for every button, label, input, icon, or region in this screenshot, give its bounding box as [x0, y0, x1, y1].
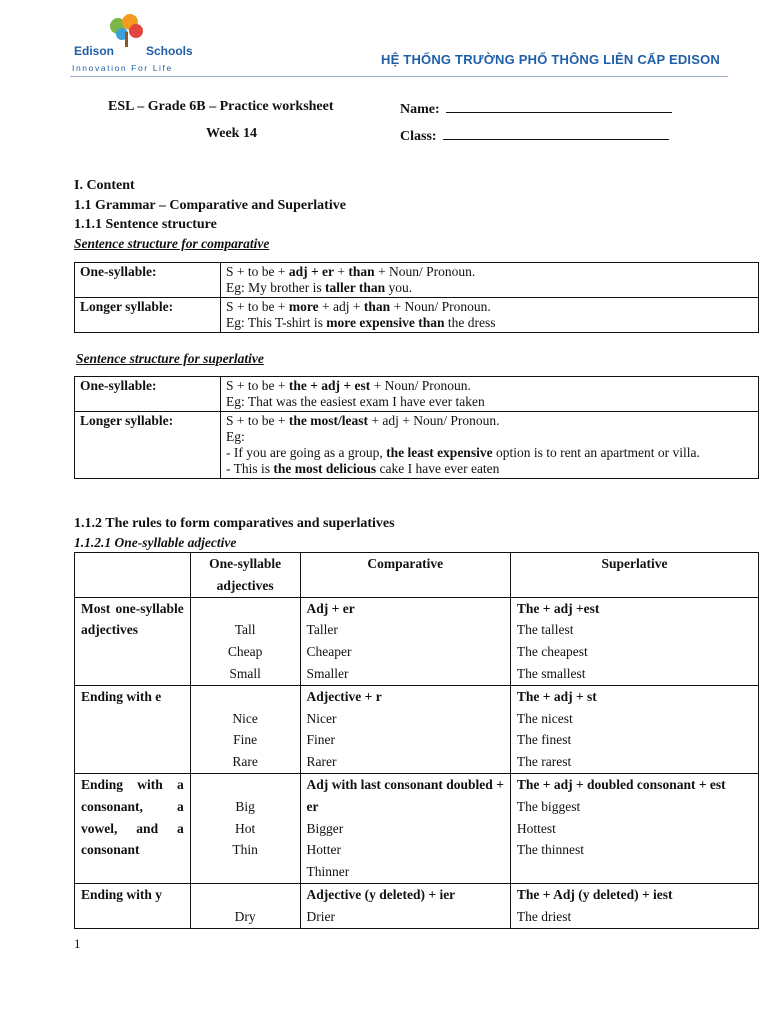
name-field[interactable]: [400, 99, 672, 118]
school-name: HỆ THỐNG TRƯỜNG PHỔ THÔNG LIÊN CẤP EDISON: [381, 52, 720, 67]
superlative-table: [74, 376, 759, 479]
rules-table: [74, 552, 759, 929]
row-content: [221, 412, 759, 479]
table-row: [75, 685, 759, 773]
eg-label: Eg:: [226, 429, 245, 444]
section-one-syllable: 1.1.2.1 One-syllable adjective: [74, 535, 237, 550]
formula: S + to be + more + adj + than + Noun/ Pronoun.: [226, 299, 491, 314]
adjectives-cell: Big Hot Thin: [190, 773, 300, 883]
group-label: Most one-syllable adjectives: [75, 597, 191, 685]
header-cell: Superlative: [510, 553, 758, 598]
row-content: [221, 263, 759, 298]
section-rules: 1.1.2 The rules to form comparatives and superlatives: [74, 516, 395, 531]
example: - If you are going as a group, the least expensive option is to rent an apartment or villa.: [226, 445, 700, 460]
logo-text-left: Edison: [74, 44, 115, 58]
superlative-cell: The + adj +est The tallest The cheapest The smallest: [510, 597, 758, 685]
section-content: I. Content: [74, 178, 135, 193]
name-label: Name:: [400, 102, 440, 117]
adjectives-cell: Dry: [190, 883, 300, 928]
superlative-cell: The + adj + doubled consonant + est The biggest Hottest The thinnest: [510, 773, 758, 883]
header-cell: Comparative: [300, 553, 510, 598]
row-label: Longer syllable:: [75, 412, 221, 479]
worksheet-week: Week 14: [206, 126, 257, 141]
formula: S + to be + the + adj + est + Noun/ Pronoun.: [226, 378, 471, 393]
adjectives-cell: Nice Fine Rare: [190, 685, 300, 773]
table-header-row: [75, 553, 759, 598]
logo-text-right: Schools: [146, 44, 193, 58]
class-label: Class:: [400, 129, 437, 144]
row-content: [221, 377, 759, 412]
group-label: Ending with y: [75, 883, 191, 928]
superlative-cell: The + adj + st The nicest The finest The rarest: [510, 685, 758, 773]
superlative-heading: Sentence structure for superlative: [76, 351, 264, 366]
header-divider: [70, 76, 728, 77]
comparative-cell: Adjective + r Nicer Finer Rarer: [300, 685, 510, 773]
tree-logo-icon: [106, 14, 146, 48]
table-row: [75, 412, 759, 479]
table-row: [75, 298, 759, 333]
logo-tagline: Innovation For Life: [72, 63, 173, 73]
comparative-cell: Adj with last consonant doubled + er Bigger Hotter Thinner: [300, 773, 510, 883]
formula: S + to be + the most/least + adj + Noun/ Pronoun.: [226, 413, 500, 428]
table-row: [75, 263, 759, 298]
header-cell: [75, 553, 191, 598]
adjectives-cell: Tall Cheap Small: [190, 597, 300, 685]
comparative-table: [74, 262, 759, 333]
example: Eg: This T-shirt is more expensive than the dress: [226, 315, 496, 330]
page-number: 1: [74, 936, 81, 951]
superlative-cell: The + Adj (y deleted) + iest The driest: [510, 883, 758, 928]
row-label: Longer syllable:: [75, 298, 221, 333]
header-cell: One-syllable adjectives: [190, 553, 300, 598]
row-content: [221, 298, 759, 333]
formula: S + to be + adj + er + than + Noun/ Pronoun.: [226, 264, 476, 279]
example: - This is the most delicious cake I have ever eaten: [226, 461, 500, 476]
row-label: One-syllable:: [75, 263, 221, 298]
section-grammar: 1.1 Grammar – Comparative and Superlative: [74, 198, 346, 213]
table-row: [75, 377, 759, 412]
worksheet-title: ESL – Grade 6B – Practice worksheet: [108, 99, 334, 114]
edison-logo: [70, 14, 200, 76]
group-label: Ending with e: [75, 685, 191, 773]
comparative-cell: Adjective (y deleted) + ier Drier: [300, 883, 510, 928]
class-blank[interactable]: [443, 126, 669, 140]
example: Eg: That was the easiest exam I have ever taken: [226, 394, 485, 409]
name-blank[interactable]: [446, 99, 672, 113]
group-label: Ending with a consonant, a vowel, and a consonant: [75, 773, 191, 883]
table-row: [75, 773, 759, 883]
row-label: One-syllable:: [75, 377, 221, 412]
example: Eg: My brother is taller than you.: [226, 280, 413, 295]
section-structure: 1.1.1 Sentence structure: [74, 217, 217, 232]
table-row: [75, 597, 759, 685]
class-field[interactable]: [400, 126, 669, 145]
table-row: [75, 883, 759, 928]
comparative-heading: Sentence structure for comparative: [74, 236, 270, 251]
comparative-cell: Adj + er Taller Cheaper Smaller: [300, 597, 510, 685]
